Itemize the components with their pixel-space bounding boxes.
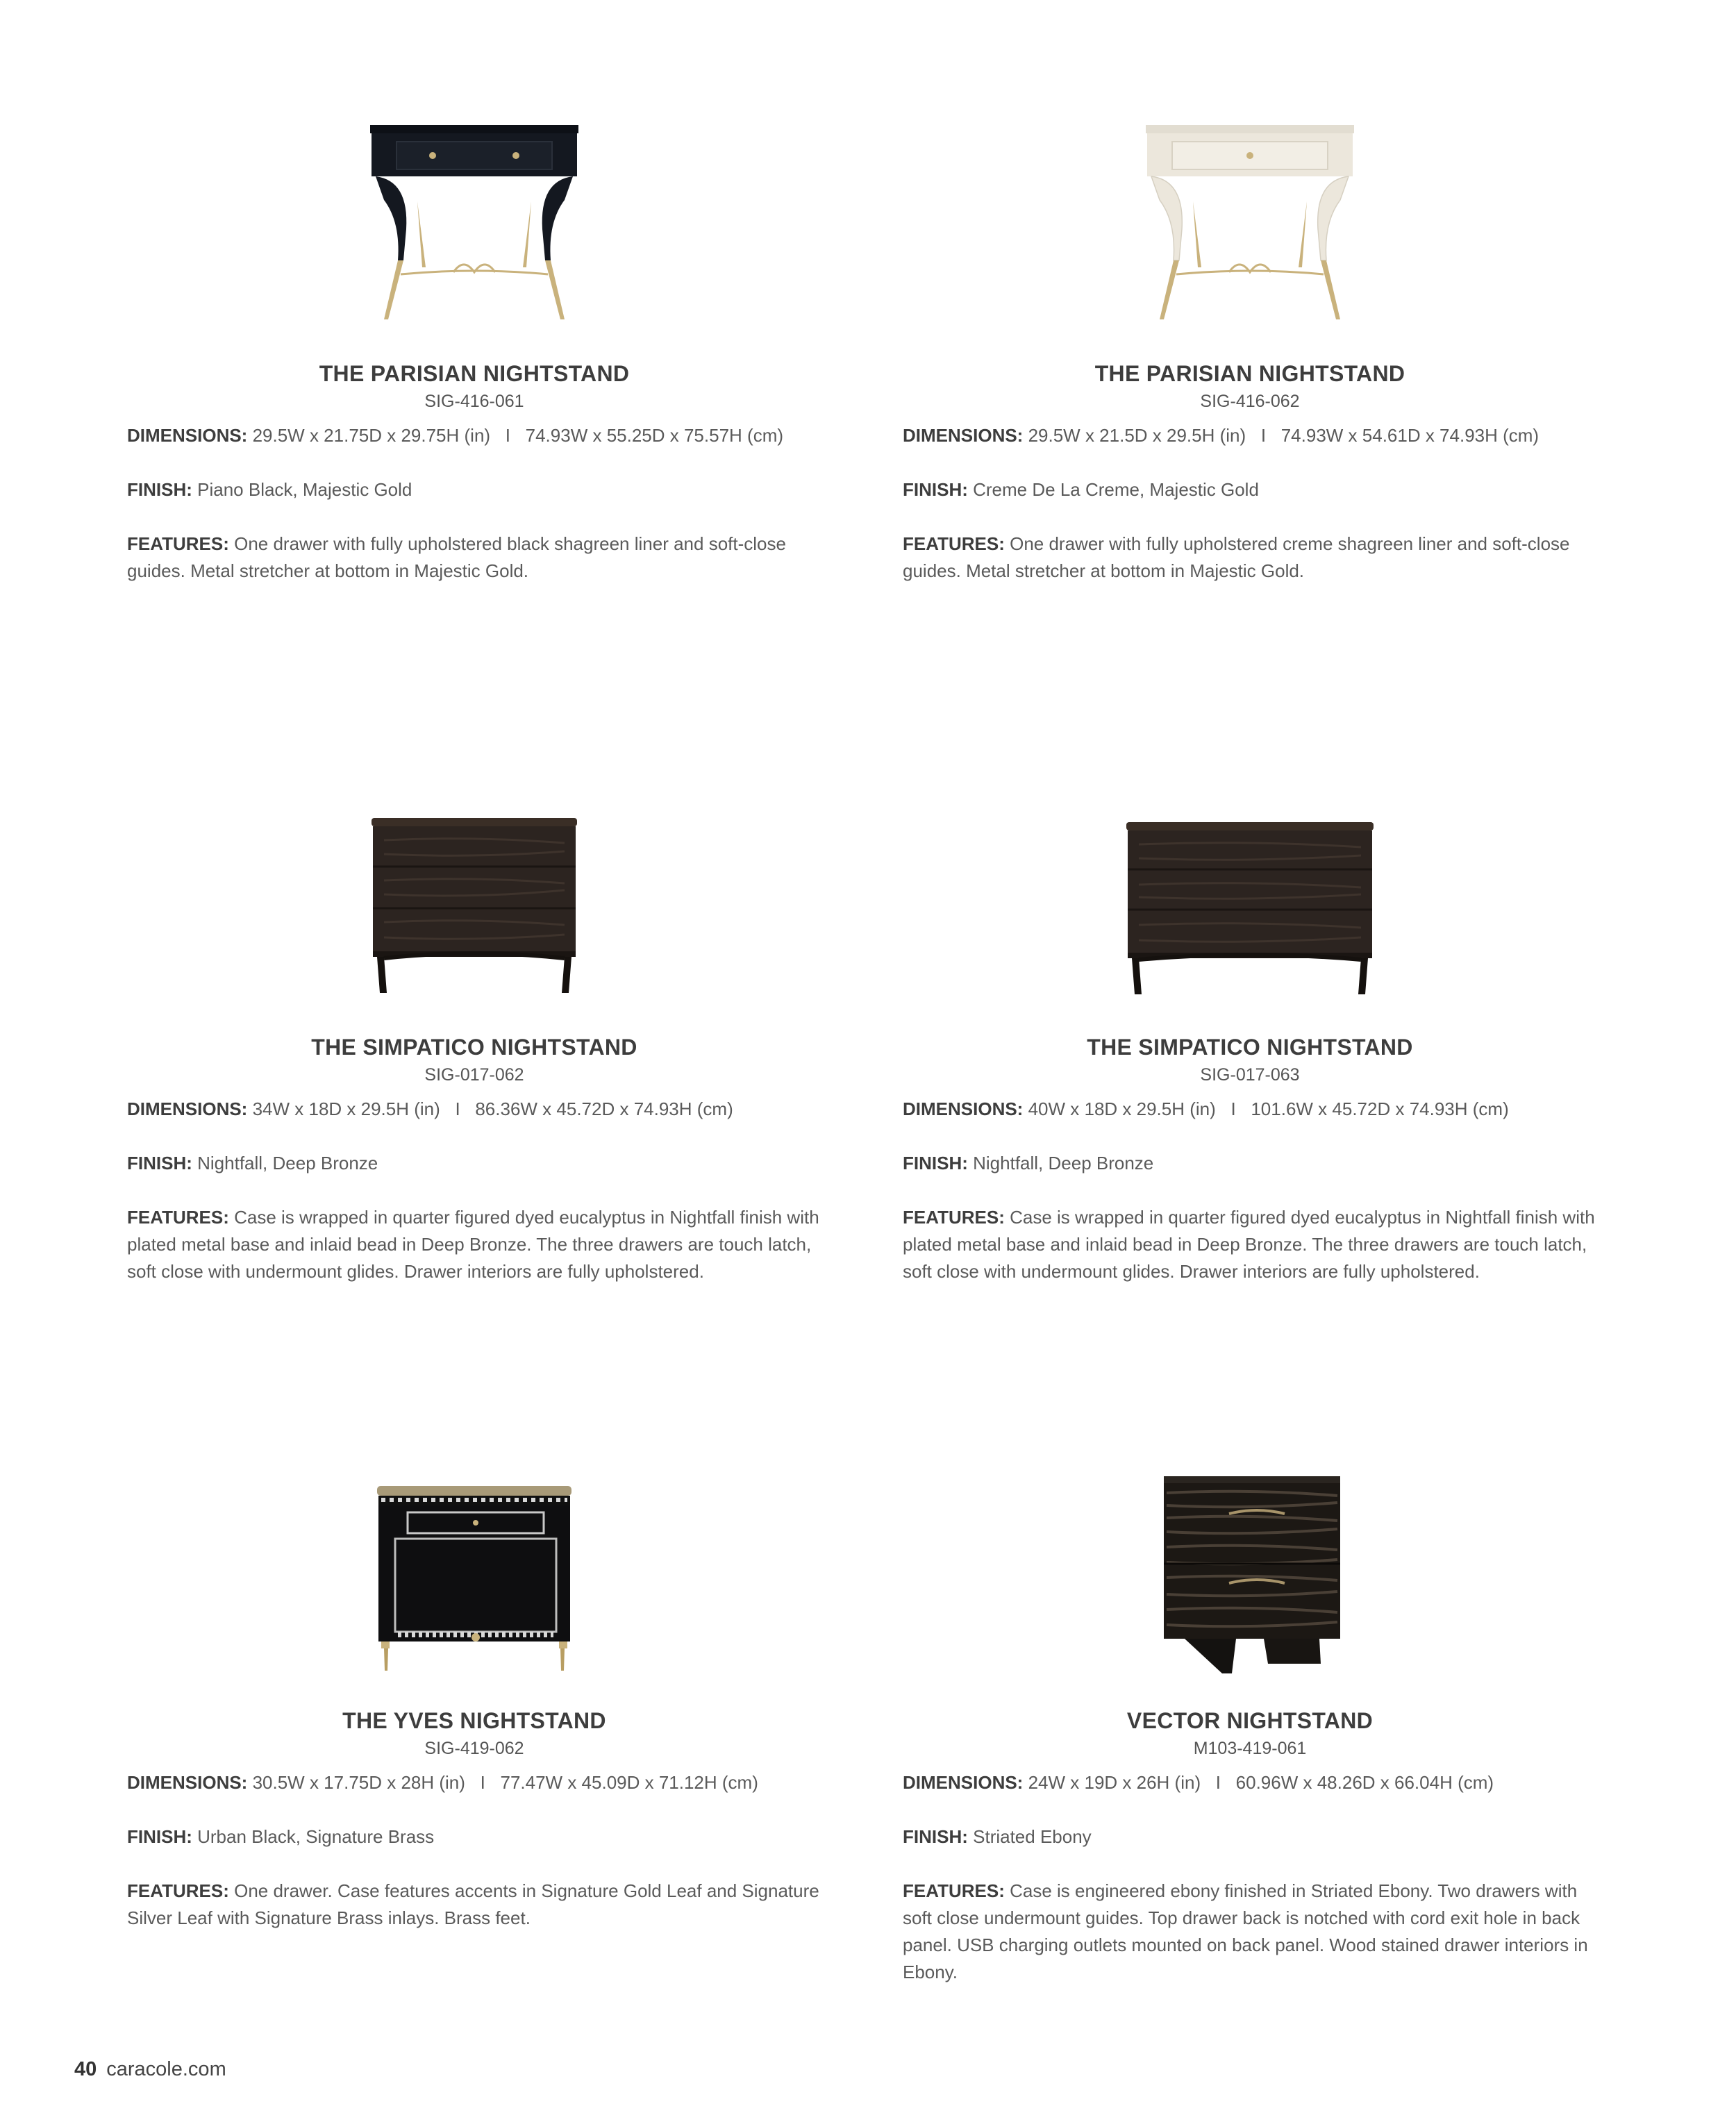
dimensions-label: DIMENSIONS: (127, 425, 248, 446)
features-label: FEATURES: (127, 1880, 229, 1901)
product-title: THE SIMPATICO NIGHTSTAND (1087, 1035, 1413, 1060)
features-value: Case is wrapped in quarter figured dyed eucalyptus in Nightfall finish with plated metal base and inlaid bead in Deep Bronze. The three drawers are touch latch, soft close with undermount glides. Drawer interiors are fully upholstered. (903, 1207, 1595, 1282)
product-finish (903, 476, 1604, 503)
dimensions-label: DIMENSIONS: (903, 1772, 1024, 1793)
finish-label: FINISH: (903, 1153, 968, 1173)
product-features (903, 1204, 1604, 1285)
page-footer (74, 2058, 226, 2081)
dimensions-value: 40W x 18D x 29.5H (in) I 101.6W x 45.72D x 74.93H (cm) (1028, 1098, 1509, 1119)
finish-value: Nightfall, Deep Bronze (197, 1153, 378, 1173)
dimensions-value: 29.5W x 21.5D x 29.5H (in) I 74.93W x 54.61D x 74.93H (cm) (1028, 425, 1539, 446)
finish-value: Nightfall, Deep Bronze (973, 1153, 1154, 1173)
finish-value: Striated Ebony (973, 1826, 1092, 1847)
dimensions-value: 24W x 19D x 26H (in) I 60.96W x 48.26D x 66.04H (cm) (1028, 1772, 1494, 1793)
product-dimensions (903, 1769, 1604, 1796)
dimensions-value: 29.5W x 21.75D x 29.75H (in) I 74.93W x 55.25D x 75.57H (cm) (252, 425, 784, 446)
product-dimensions (127, 1769, 828, 1796)
finish-label: FINISH: (127, 479, 192, 500)
product-features (127, 1204, 828, 1285)
product-dimensions (127, 1096, 828, 1123)
features-value: Case is engineered ebony finished in Striated Ebony. Two drawers with soft close undermount guides. Top drawer back is notched with cord exit hole in back panel. USB charging outlets mounted on back panel. Wood stained drawer interiors in Ebony. (903, 1880, 1588, 1982)
product-sku: M103-419-061 (1193, 1739, 1307, 1758)
product-title: THE YVES NIGHTSTAND (342, 1708, 606, 1733)
product-image (903, 792, 1597, 1021)
product-features (903, 1878, 1604, 1986)
product-title: THE PARISIAN NIGHTSTAND (319, 361, 630, 386)
product-sku: SIG-419-062 (424, 1739, 524, 1758)
features-value: Case is wrapped in quarter figured dyed eucalyptus in Nightfall finish with plated metal base and inlaid bead in Deep Bronze. The three drawers are touch latch, soft close with undermount glides. Drawer interiors are fully upholstered. (127, 1207, 819, 1282)
product-image (127, 1465, 821, 1694)
finish-label: FINISH: (903, 479, 968, 500)
finish-label: FINISH: (903, 1826, 968, 1847)
features-value: One drawer with fully upholstered black shagreen liner and soft-close guides. Metal stretcher at bottom in Majestic Gold. (127, 533, 786, 581)
dimensions-label: DIMENSIONS: (903, 425, 1024, 446)
features-value: One drawer with fully upholstered creme shagreen liner and soft-close guides. Metal stretcher at bottom in Majestic Gold. (903, 533, 1570, 581)
product-image (127, 792, 821, 1021)
product-image (903, 1465, 1597, 1694)
product-sku: SIG-017-062 (424, 1065, 524, 1085)
product-image (903, 118, 1597, 347)
product-finish (903, 1150, 1604, 1177)
product-dimensions (903, 422, 1604, 449)
finish-value: Urban Black, Signature Brass (197, 1826, 435, 1847)
finish-label: FINISH: (127, 1826, 192, 1847)
features-label: FEATURES: (127, 533, 229, 554)
product-sku: SIG-017-063 (1200, 1065, 1300, 1085)
product-dimensions (903, 1096, 1604, 1123)
dimensions-label: DIMENSIONS: (127, 1772, 248, 1793)
features-value: One drawer. Case features accents in Signature Gold Leaf and Signature Silver Leaf with Signature Brass inlays. Brass feet. (127, 1880, 819, 1928)
product-finish (903, 1823, 1604, 1851)
product-title: VECTOR NIGHTSTAND (1126, 1708, 1374, 1733)
product-finish (127, 476, 828, 503)
product-title: THE SIMPATICO NIGHTSTAND (311, 1035, 637, 1060)
product-sku: SIG-416-061 (424, 392, 524, 411)
site-link[interactable]: caracole.com (106, 2058, 226, 2080)
features-label: FEATURES: (127, 1207, 229, 1228)
product-sku: SIG-416-062 (1200, 392, 1300, 411)
product-finish (127, 1823, 828, 1851)
finish-value: Creme De La Creme, Majestic Gold (973, 479, 1259, 500)
dimensions-label: DIMENSIONS: (127, 1098, 248, 1119)
dimensions-value: 30.5W x 17.75D x 28H (in) I 77.47W x 45.09D x 71.12H (cm) (252, 1772, 758, 1793)
features-label: FEATURES: (903, 1880, 1005, 1901)
dimensions-label: DIMENSIONS: (903, 1098, 1024, 1119)
product-features (127, 1878, 828, 1932)
product-image (127, 118, 821, 347)
product-features (903, 530, 1604, 585)
features-label: FEATURES: (903, 1207, 1005, 1228)
page-number: 40 (74, 2058, 97, 2080)
product-features (127, 530, 828, 585)
product-finish (127, 1150, 828, 1177)
product-dimensions (127, 422, 828, 449)
finish-label: FINISH: (127, 1153, 192, 1173)
dimensions-value: 34W x 18D x 29.5H (in) I 86.36W x 45.72D x 74.93H (cm) (252, 1098, 733, 1119)
product-title: THE PARISIAN NIGHTSTAND (1094, 361, 1405, 386)
finish-value: Piano Black, Majestic Gold (197, 479, 412, 500)
features-label: FEATURES: (903, 533, 1005, 554)
